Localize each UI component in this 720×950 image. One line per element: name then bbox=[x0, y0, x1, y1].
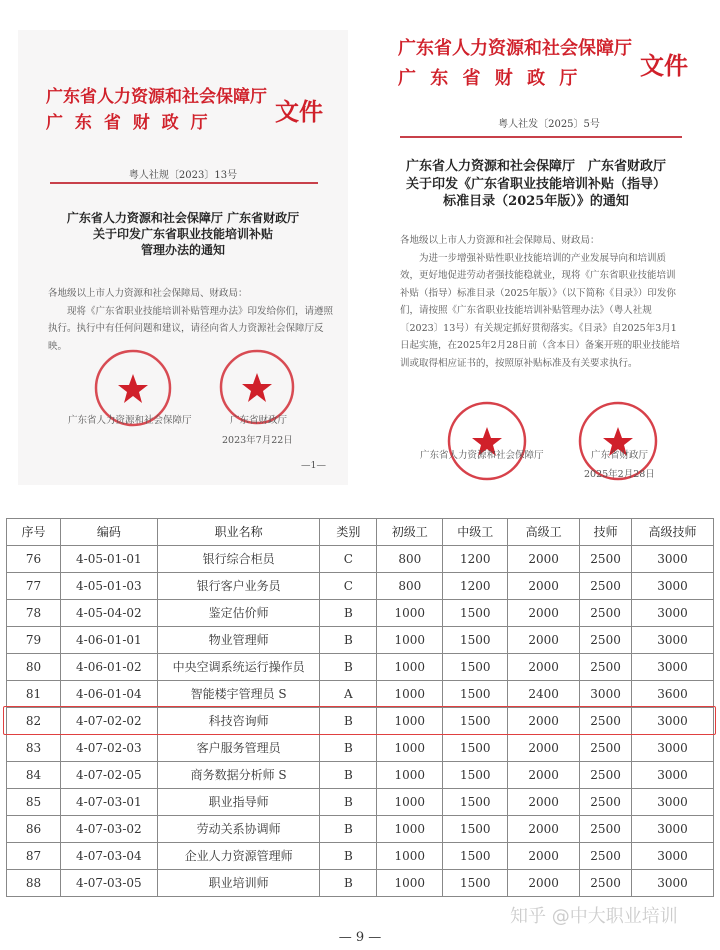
table-row bbox=[7, 600, 714, 627]
table-cell: 3000 bbox=[632, 735, 714, 762]
table-row bbox=[7, 573, 714, 600]
table-cell: 82 bbox=[7, 708, 61, 735]
watermark: 知乎 @中大职业培训 bbox=[510, 906, 678, 927]
table-cell: 职业指导师 bbox=[157, 789, 320, 816]
table-cell: 2000 bbox=[508, 735, 580, 762]
table-cell: 3000 bbox=[632, 627, 714, 654]
signature-finance: 广东省财政厅 bbox=[230, 415, 288, 426]
table-cell: 81 bbox=[7, 681, 61, 708]
table-cell: 83 bbox=[7, 735, 61, 762]
left-page-number: —1— bbox=[301, 460, 327, 471]
title-line: 关于印发《广东省职业技能培训补贴（指导） bbox=[405, 176, 666, 192]
table-cell: 银行客户业务员 bbox=[157, 573, 320, 600]
table-cell: 2000 bbox=[508, 762, 580, 789]
table-cell: 4-07-03-04 bbox=[60, 843, 157, 870]
table-cell: 鉴定估价师 bbox=[157, 600, 320, 627]
paragraph: 现将《广东省职业技能培训补贴管理办法》印发给你们，请遵照执行。执行中有任何问题和建议，请径向省人力资源社会保障厅反映。 bbox=[48, 305, 334, 352]
table-cell: 4-05-04-02 bbox=[60, 600, 157, 627]
table-cell: B bbox=[320, 843, 377, 870]
table-cell: 1500 bbox=[443, 654, 508, 681]
page-number: — 9 — bbox=[338, 930, 382, 945]
title-line: 关于印发广东省职业技能培训补贴 bbox=[92, 227, 273, 242]
table-cell: 76 bbox=[7, 546, 61, 573]
table-cell: 3000 bbox=[632, 762, 714, 789]
column-header: 序号 bbox=[7, 519, 61, 546]
left-document bbox=[18, 30, 348, 485]
table-cell: 1200 bbox=[443, 546, 508, 573]
table-cell: 2500 bbox=[580, 816, 632, 843]
table-cell: 1500 bbox=[443, 708, 508, 735]
table-cell: B bbox=[320, 627, 377, 654]
right-divider bbox=[400, 136, 682, 138]
table-row bbox=[7, 708, 714, 735]
column-header: 类别 bbox=[320, 519, 377, 546]
table-cell: 800 bbox=[377, 546, 443, 573]
right-document bbox=[378, 0, 720, 492]
table-cell: 2000 bbox=[508, 789, 580, 816]
table-cell: 劳动关系协调师 bbox=[157, 816, 320, 843]
title-line: 广东省人力资源和社会保障厅 广东省财政厅 bbox=[66, 211, 300, 225]
table-cell: 1500 bbox=[443, 789, 508, 816]
table-cell: 1000 bbox=[377, 816, 443, 843]
table-cell: 3000 bbox=[632, 870, 714, 897]
column-header: 中级工 bbox=[443, 519, 508, 546]
table-cell: 2000 bbox=[508, 573, 580, 600]
table-cell: 客户服务管理员 bbox=[157, 735, 320, 762]
table-cell: 1000 bbox=[377, 762, 443, 789]
table-row bbox=[7, 762, 714, 789]
table-cell: 商务数据分析师 S bbox=[157, 762, 320, 789]
right-doc-number: 粤人社发〔2025〕5号 bbox=[498, 119, 600, 130]
right-org2: 广 东 省 财 政 厅 bbox=[398, 68, 582, 89]
table-cell: 4-05-01-03 bbox=[60, 573, 157, 600]
table-cell: 1500 bbox=[443, 627, 508, 654]
table-cell: 3000 bbox=[580, 681, 632, 708]
table-cell: 87 bbox=[7, 843, 61, 870]
signature-hr: 广东省人力资源和社会保障厅 bbox=[68, 415, 192, 426]
table-row bbox=[7, 735, 714, 762]
table-cell: 1500 bbox=[443, 816, 508, 843]
table-cell: 1000 bbox=[377, 870, 443, 897]
table-cell: 1500 bbox=[443, 843, 508, 870]
table-cell: 2500 bbox=[580, 600, 632, 627]
right-org1: 广东省人力资源和社会保障厅 bbox=[398, 38, 632, 59]
table-cell: 2500 bbox=[580, 843, 632, 870]
table-cell: 1500 bbox=[443, 600, 508, 627]
table-cell: 3000 bbox=[632, 789, 714, 816]
table-cell: 2500 bbox=[580, 789, 632, 816]
table-cell: 3600 bbox=[632, 681, 714, 708]
column-header: 编码 bbox=[60, 519, 157, 546]
table-cell: 1500 bbox=[443, 870, 508, 897]
salutation: 各地级以上市人力资源和社会保障局、财政局： bbox=[400, 235, 600, 246]
table-cell: B bbox=[320, 789, 377, 816]
table-cell: B bbox=[320, 870, 377, 897]
table-cell: 3000 bbox=[632, 816, 714, 843]
table-cell: 79 bbox=[7, 627, 61, 654]
table-cell: 1000 bbox=[377, 735, 443, 762]
table-cell: 4-05-01-01 bbox=[60, 546, 157, 573]
table-cell: 2500 bbox=[580, 762, 632, 789]
table-cell: 2500 bbox=[580, 708, 632, 735]
table-cell: 2000 bbox=[508, 627, 580, 654]
right-body bbox=[400, 232, 682, 373]
table-cell: 2500 bbox=[580, 654, 632, 681]
table-row bbox=[7, 816, 714, 843]
table-cell: 4-07-02-02 bbox=[60, 708, 157, 735]
table-cell: 2500 bbox=[580, 627, 632, 654]
table-cell: B bbox=[320, 708, 377, 735]
table-cell: 4-07-02-03 bbox=[60, 735, 157, 762]
left-wenjian: 文件 bbox=[275, 97, 323, 126]
table-row bbox=[7, 870, 714, 897]
left-org1: 广东省人力资源和社会保障厅 bbox=[46, 87, 267, 107]
table-cell: 2000 bbox=[508, 600, 580, 627]
subsidy-table bbox=[6, 518, 714, 897]
column-header: 高级工 bbox=[508, 519, 580, 546]
table-cell: 2000 bbox=[508, 546, 580, 573]
table-header-row bbox=[7, 519, 714, 546]
table-cell: 1500 bbox=[443, 762, 508, 789]
table-cell: 4-06-01-02 bbox=[60, 654, 157, 681]
table-cell: 800 bbox=[377, 573, 443, 600]
table-cell: 1000 bbox=[377, 789, 443, 816]
left-date: 2023年7月22日 bbox=[222, 435, 293, 446]
table-cell: 3000 bbox=[632, 573, 714, 600]
title-line: 广东省人力资源和社会保障厅 广东省财政厅 bbox=[405, 159, 666, 174]
table-cell: B bbox=[320, 816, 377, 843]
table-cell: 2000 bbox=[508, 654, 580, 681]
column-header: 职业名称 bbox=[157, 519, 320, 546]
right-date: 2025年2月28日 bbox=[584, 469, 655, 480]
table-cell: 86 bbox=[7, 816, 61, 843]
table-cell: 1000 bbox=[377, 654, 443, 681]
table-row bbox=[7, 654, 714, 681]
table-cell: 1000 bbox=[377, 708, 443, 735]
table-cell: 物业管理师 bbox=[157, 627, 320, 654]
left-org2: 广 东 省 财 政 厅 bbox=[46, 113, 211, 133]
table-cell: 1000 bbox=[377, 681, 443, 708]
table-cell: 1500 bbox=[443, 735, 508, 762]
table-cell: 1000 bbox=[377, 600, 443, 627]
table-cell: B bbox=[320, 654, 377, 681]
table-cell: 1000 bbox=[377, 627, 443, 654]
table-cell: 3000 bbox=[632, 600, 714, 627]
salutation: 各地级以上市人力资源和社会保障局、财政局： bbox=[48, 288, 248, 299]
left-divider bbox=[50, 182, 318, 184]
hr-dept-seal-icon bbox=[446, 400, 528, 482]
table-cell: 2000 bbox=[508, 708, 580, 735]
column-header: 技师 bbox=[580, 519, 632, 546]
table-cell: 2000 bbox=[508, 870, 580, 897]
left-body bbox=[48, 285, 333, 355]
table-cell: 77 bbox=[7, 573, 61, 600]
table-cell: 3000 bbox=[632, 546, 714, 573]
signature-hr: 广东省人力资源和社会保障厅 bbox=[420, 450, 544, 461]
table-cell: B bbox=[320, 735, 377, 762]
table-cell: 84 bbox=[7, 762, 61, 789]
table-cell: 3000 bbox=[632, 708, 714, 735]
table-cell: 中央空调系统运行操作员 bbox=[157, 654, 320, 681]
table-cell: 企业人力资源管理师 bbox=[157, 843, 320, 870]
table-cell: 4-06-01-01 bbox=[60, 627, 157, 654]
table-cell: 4-06-01-04 bbox=[60, 681, 157, 708]
right-title bbox=[386, 158, 686, 211]
table-cell: A bbox=[320, 681, 377, 708]
table-cell: 85 bbox=[7, 789, 61, 816]
table-cell: 2400 bbox=[508, 681, 580, 708]
table-cell: 智能楼宇管理员 S bbox=[157, 681, 320, 708]
table-cell: 2500 bbox=[580, 735, 632, 762]
table-cell: 科技咨询师 bbox=[157, 708, 320, 735]
table-cell: 2500 bbox=[580, 546, 632, 573]
table-cell: 职业培训师 bbox=[157, 870, 320, 897]
table-cell: B bbox=[320, 762, 377, 789]
right-wenjian: 文件 bbox=[640, 51, 688, 80]
table-cell: 78 bbox=[7, 600, 61, 627]
left-doc-number: 粤人社规〔2023〕13号 bbox=[128, 170, 238, 181]
table-cell: 88 bbox=[7, 870, 61, 897]
table-row bbox=[7, 843, 714, 870]
table-cell: 2000 bbox=[508, 816, 580, 843]
table-cell: B bbox=[320, 600, 377, 627]
table-row bbox=[7, 681, 714, 708]
table-cell: 4-07-03-02 bbox=[60, 816, 157, 843]
column-header: 高级技师 bbox=[632, 519, 714, 546]
table-cell: 3000 bbox=[632, 843, 714, 870]
title-line: 标准目录（2025年版）》的通知 bbox=[443, 194, 629, 210]
signature-finance: 广东省财政厅 bbox=[591, 450, 649, 461]
table-cell: 4-07-03-05 bbox=[60, 870, 157, 897]
table-cell: 80 bbox=[7, 654, 61, 681]
title-line: 管理办法的通知 bbox=[140, 243, 225, 258]
table-cell: 银行综合柜员 bbox=[157, 546, 320, 573]
table-cell: 1000 bbox=[377, 843, 443, 870]
table-cell: 2500 bbox=[580, 573, 632, 600]
table-cell: C bbox=[320, 573, 377, 600]
left-title bbox=[18, 210, 348, 259]
table-cell: C bbox=[320, 546, 377, 573]
table-row bbox=[7, 627, 714, 654]
table-row bbox=[7, 546, 714, 573]
table-cell: 3000 bbox=[632, 654, 714, 681]
table-cell: 4-07-02-05 bbox=[60, 762, 157, 789]
paragraph: 为进一步增强补贴性职业技能培训的产业发展导向和培训质效，更好地促进劳动者强技能稳就业，现将《广东省职业技能培训补贴（指导）标准目录（2025年版）》（以下简称《目录》）印发你们，请按照《广东省职业技能培训补贴管理办法》（粤人社规〔2023〕13号）有关规定抓好贯彻落实。《目录》自2025年3月1日起实施，在2025年2月28日前（含本日）备案开班的职业技能培训或取得相应证书的，按照原补贴标准及有关要求执行。 bbox=[400, 252, 680, 369]
table-cell: 4-07-03-01 bbox=[60, 789, 157, 816]
table-cell: 1500 bbox=[443, 681, 508, 708]
table-cell: 2000 bbox=[508, 843, 580, 870]
table-row bbox=[7, 789, 714, 816]
table-cell: 1200 bbox=[443, 573, 508, 600]
column-header: 初级工 bbox=[377, 519, 443, 546]
table-cell: 2500 bbox=[580, 870, 632, 897]
